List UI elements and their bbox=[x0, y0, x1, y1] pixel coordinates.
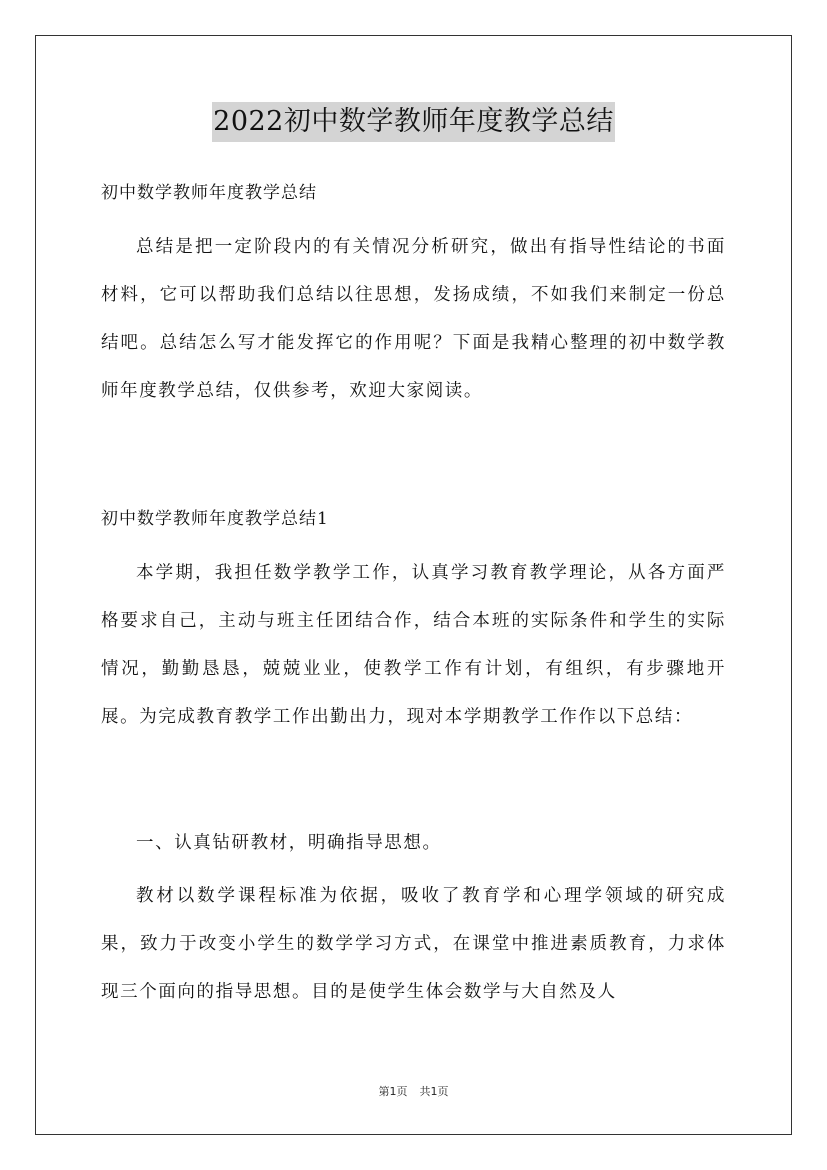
page-footer bbox=[0, 1083, 827, 1099]
section-heading-1: 一、认真钻研教材，明确指导思想。 bbox=[136, 833, 442, 853]
document-title: 2022初中数学教师年度教学总结 bbox=[212, 102, 615, 142]
section-subtitle-intro: 初中数学教师年度教学总结 bbox=[101, 183, 317, 203]
body-paragraph-2: 教材以数学课程标准为依据，吸收了教育学和心理学领域的研究成果，致力于改变小学生的数学学习方式，在课堂中推进素质教育，力求体现三个面向的指导思想。目的是使学生体会数学与大自然及人 bbox=[101, 886, 726, 1002]
page-total: 共1页 bbox=[419, 1085, 449, 1098]
body-paragraph-1: 本学期，我担任数学教学工作，认真学习教育教学理论，从各方面严格要求自己，主动与班主任团结合作，结合本班的实际条件和学生的实际情况，勤勤恳恳，兢兢业业，使教学工作有计划，有组织，有步骤地开展。为完成教育教学工作出勤出力，现对本学期教学工作作以下总结： bbox=[101, 563, 726, 727]
section-subtitle-1: 初中数学教师年度教学总结1 bbox=[101, 509, 329, 529]
title-container bbox=[0, 102, 827, 142]
intro-paragraph: 总结是把一定阶段内的有关情况分析研究，做出有指导性结论的书面材料，它可以帮助我们总结以往思想，发扬成绩，不如我们来制定一份总结吧。总结怎么写才能发挥它的作用呢？下面是我精心整理的初中数学教师年度教学总结，仅供参考，欢迎大家阅读。 bbox=[101, 237, 726, 401]
page-number: 第1页 bbox=[378, 1085, 408, 1098]
